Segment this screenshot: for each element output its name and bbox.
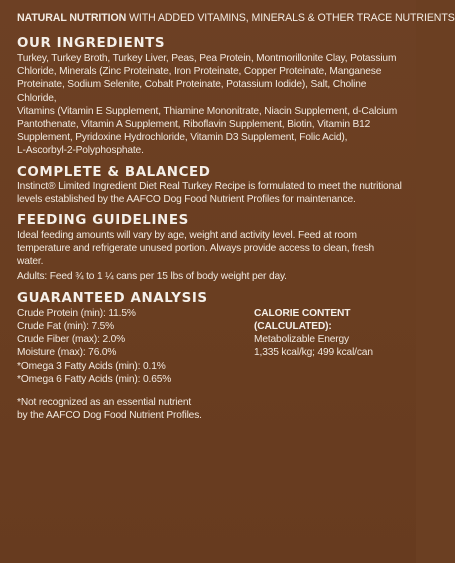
calorie-content-block <box>254 307 402 360</box>
feeding-guidelines-section <box>17 213 402 283</box>
footnote-line: *Not recognized as an essential nutrient <box>17 397 192 409</box>
analysis-item: Crude Protein (min): 11.5% <box>17 307 136 319</box>
analysis-item: Moisture (max): 76.0% <box>17 347 117 359</box>
complete-balanced-heading: COMPLETE & BALANCED <box>17 164 211 180</box>
calorie-value: 1,335 kcal/kg; 499 kcal/can <box>254 347 373 359</box>
ingredients-line: Vitamins (Vitamin E Supplement, Thiamine Mononitrate, Niacin Supplement, d-Calcium <box>17 105 398 117</box>
top-line <box>17 12 455 25</box>
analysis-item: Crude Fat (min): 7.5% <box>17 321 115 333</box>
calorie-content-heading: CALORIE CONTENT (CALCULATED): <box>254 307 351 333</box>
feeding-line: Ideal feeding amounts will vary by age, weight and activity level. Feed at room <box>17 230 357 242</box>
complete-line: Instinct® Limited Ingredient Diet Real Turkey Recipe is formulated to meet the nutritional <box>17 180 402 192</box>
feeding-adults-text: Adults: Feed ¾ to 1 ¼ cans per 15 lbs of body weight per day. <box>17 270 287 282</box>
ingredients-line: L-Ascorbyl-2-Polyphosphate. <box>17 145 144 157</box>
ingredients-line: Proteinate, Sodium Selenite, Cobalt Proteinate, Potassium Iodide), Salt, Choline Chloride, <box>17 79 367 104</box>
ingredients-text <box>17 52 402 158</box>
guaranteed-analysis-section <box>17 291 402 423</box>
analysis-footnote <box>17 396 402 422</box>
analysis-item: *Omega 3 Fatty Acids (min): 0.1% <box>17 360 166 372</box>
guaranteed-analysis-heading: GUARANTEED ANALYSIS <box>17 290 208 306</box>
footnote-line: by the AAFCO Dog Food Nutrient Profiles. <box>17 410 202 422</box>
calorie-label: Metabolizable Energy <box>254 334 349 346</box>
top-line-bold: NATURAL NUTRITION <box>17 12 127 24</box>
ingredients-line: Chloride, Minerals (Zinc Proteinate, Iron Proteinate, Copper Proteinate, Manganese <box>17 66 382 78</box>
ingredients-section <box>17 36 402 158</box>
feeding-guidelines-text <box>17 229 402 269</box>
ingredients-line: Pantothenate, Vitamin A Supplement, Riboflavin Supplement, Biotin, Vitamin B12 <box>17 119 371 131</box>
analysis-item: Crude Fiber (max): 2.0% <box>17 334 126 346</box>
top-line-rest: WITH ADDED VITAMINS, MINERALS & OTHER TRACE NUTRIENTS <box>126 12 455 24</box>
complete-line: levels established by the AAFCO Dog Food Nutrient Profiles for maintenance. <box>17 193 356 205</box>
ingredients-line: Supplement, Pyridoxine Hydrochloride, Vitamin D3 Supplement, Folic Acid), <box>17 132 348 144</box>
analysis-item: *Omega 6 Fatty Acids (min): 0.65% <box>17 373 172 385</box>
ingredients-line: Turkey, Turkey Broth, Turkey Liver, Peas, Pea Protein, Montmorillonite Clay, Potassium <box>17 53 397 64</box>
ingredients-heading: OUR INGREDIENTS <box>17 36 166 51</box>
feeding-guidelines-heading: FEEDING GUIDELINES <box>17 213 189 229</box>
complete-balanced-section <box>17 165 402 206</box>
feeding-line: temperature and refrigerate unused portion. Always provide access to clean, fresh water. <box>17 243 375 268</box>
complete-balanced-text <box>17 180 402 206</box>
